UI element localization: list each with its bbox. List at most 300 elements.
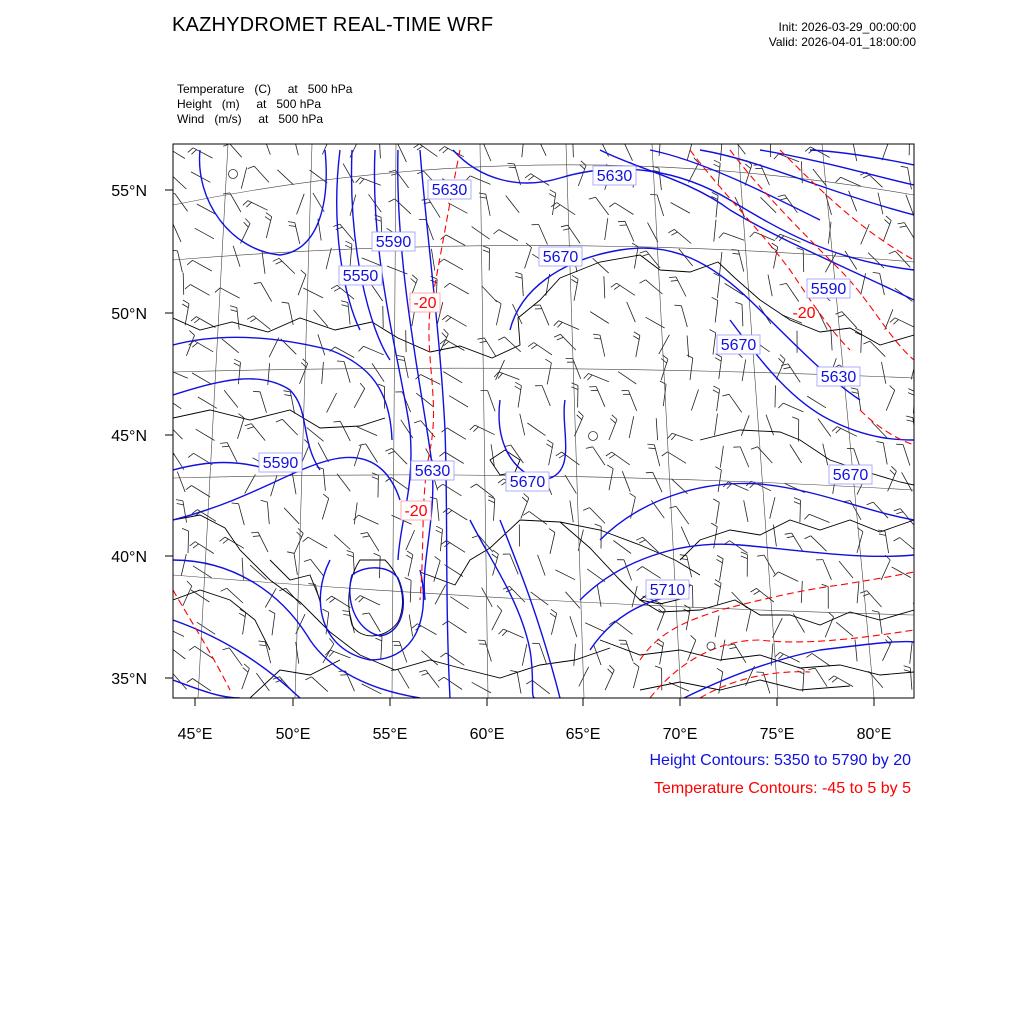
wind-barb	[445, 340, 464, 351]
wind-barb-feather	[804, 514, 809, 519]
wind-barb	[183, 273, 184, 295]
wind-barb	[340, 224, 354, 241]
wind-barb	[815, 668, 827, 687]
wind-barb-feather	[557, 337, 564, 340]
wind-barb-feather	[243, 201, 248, 206]
wind-barb	[600, 335, 605, 357]
wind-barb-feather	[526, 680, 532, 684]
wind-barb-feather	[722, 394, 729, 396]
wind-barb-feather	[498, 479, 504, 483]
wind-barb-feather	[333, 224, 340, 226]
wind-barb-feather	[528, 343, 534, 347]
field-wind: Wind (m/s) at 500 hPa	[177, 112, 324, 126]
wind-barb-feather	[583, 508, 589, 511]
svg-text:5710: 5710	[649, 582, 686, 599]
wind-barb	[224, 390, 238, 407]
wind-barb	[573, 135, 574, 157]
wind-barb-feather	[714, 584, 720, 588]
wind-barb	[310, 170, 328, 183]
wind-barb	[510, 586, 525, 602]
wind-barb-feather	[239, 613, 245, 616]
wind-barb	[783, 403, 803, 412]
wind-barb	[195, 228, 214, 239]
wind-barb-feather	[508, 163, 515, 164]
wind-barb	[810, 147, 829, 158]
wind-barb	[910, 642, 913, 664]
wind-barb-feather	[166, 673, 173, 675]
wind-barb-feather	[688, 135, 694, 139]
wind-barb	[676, 506, 689, 524]
wind-barb-feather	[606, 452, 612, 456]
wind-barb-feather	[247, 316, 253, 320]
wind-barb	[588, 374, 608, 382]
wind-barb	[193, 148, 212, 158]
wind-barb	[194, 341, 213, 352]
wind-barb-feather	[640, 251, 647, 253]
wind-barb-feather	[639, 540, 645, 543]
wind-barb	[633, 667, 639, 688]
wind-barb-feather	[187, 581, 192, 586]
wind-barb	[525, 248, 532, 269]
wind-barb-feather	[785, 533, 792, 534]
wind-barb	[419, 144, 437, 157]
wind-barb	[250, 565, 267, 580]
wind-barb	[740, 447, 749, 467]
wind-barb-feather	[182, 528, 189, 531]
wind-barb-feather	[524, 494, 529, 499]
wind-barb	[233, 246, 240, 267]
wind-barb	[251, 424, 265, 441]
wind-barb	[260, 392, 267, 413]
wind-barb-feather	[669, 506, 676, 508]
wind-barb	[566, 592, 581, 609]
wind-barb-feather	[288, 222, 295, 223]
wind-barb-feather	[671, 280, 678, 281]
wind-barb	[271, 475, 277, 496]
wind-barb	[334, 535, 350, 550]
wind-barb-feather	[780, 198, 787, 200]
wind-barb-feather	[609, 454, 615, 458]
wind-barb-feather	[594, 338, 601, 339]
wind-barb-feather	[308, 584, 315, 585]
temperature-label	[792, 305, 815, 322]
wind-barb-feather	[378, 384, 385, 387]
wind-barb	[555, 570, 575, 580]
wind-barb	[340, 421, 350, 441]
wind-barb-feather	[890, 470, 895, 475]
wind-barb	[496, 304, 501, 326]
wind-barb	[447, 428, 466, 439]
wind-barb-feather	[900, 226, 907, 227]
wind-barb-feather	[193, 544, 199, 548]
svg-text:-20: -20	[413, 295, 437, 312]
wind-barb-feather	[873, 272, 880, 273]
station-marker	[589, 432, 598, 441]
wind-barb-feather	[528, 176, 534, 180]
wind-barb-feather	[579, 165, 584, 170]
wind-barb-feather	[674, 305, 681, 306]
wind-barb-feather	[411, 279, 416, 284]
wind-barb	[360, 178, 381, 186]
height-label	[372, 232, 415, 251]
wind-barb-feather	[901, 166, 908, 167]
wind-barb-feather	[164, 174, 170, 177]
wind-barb-feather	[750, 232, 755, 237]
wind-barb	[475, 425, 495, 435]
svg-text:5550: 5550	[342, 268, 379, 285]
wind-barb-feather	[640, 280, 646, 283]
wind-barb-feather	[794, 498, 801, 501]
height-label	[339, 266, 382, 285]
wind-barb	[770, 135, 771, 157]
wind-barb	[790, 445, 802, 464]
wind-barb-feather	[191, 150, 196, 155]
wind-barb-feather	[265, 217, 271, 221]
wind-barb-feather	[578, 411, 583, 416]
svg-text:5630: 5630	[820, 369, 857, 386]
wind-barb	[676, 277, 686, 297]
wind-barb-feather	[805, 147, 810, 152]
wind-barb-feather	[668, 229, 674, 232]
wind-barb	[744, 500, 748, 522]
wind-barb	[575, 416, 584, 436]
wind-barb-feather	[492, 554, 498, 558]
wind-barb	[486, 194, 490, 216]
wind-barb	[410, 580, 411, 602]
wind-barb	[605, 670, 614, 690]
wind-barb	[360, 596, 380, 606]
wind-barb-feather	[662, 452, 668, 456]
wind-barb	[484, 338, 496, 357]
wind-barb	[766, 415, 774, 436]
wind-barb	[717, 276, 720, 298]
wind-barb	[409, 615, 412, 637]
wind-barb-feather	[346, 241, 352, 244]
wind-barb-feather	[359, 444, 366, 446]
wind-barb	[720, 252, 722, 274]
wind-barb-feather	[330, 598, 336, 602]
wind-barb-feather	[162, 646, 168, 650]
wind-barb-feather	[764, 137, 771, 139]
wind-barb-feather	[419, 670, 426, 672]
wind-barb-feather	[478, 338, 485, 339]
wind-barb-feather	[836, 177, 841, 182]
wind-barb-feather	[245, 219, 250, 224]
wind-barb	[542, 386, 550, 406]
wind-barb-feather	[284, 391, 291, 392]
wind-barb-feather	[593, 334, 600, 335]
wind-barb	[327, 393, 337, 413]
wind-barb-feather	[334, 288, 340, 292]
wind-barb	[823, 560, 832, 580]
wind-barb	[836, 622, 853, 636]
wind-barb	[654, 445, 659, 466]
wind-barb-feather	[509, 167, 516, 168]
wind-barb-feather	[886, 216, 891, 221]
wind-barb-feather	[867, 502, 874, 505]
wind-barb	[775, 385, 776, 407]
wind-barb-feather	[230, 306, 237, 308]
wind-barb-feather	[446, 317, 451, 322]
wind-barb	[758, 447, 773, 463]
wind-barb	[513, 304, 523, 324]
wind-barb	[449, 396, 468, 407]
wind-barb-feather	[177, 504, 184, 505]
wind-barb-feather	[493, 550, 499, 554]
wind-barb	[298, 275, 306, 296]
wind-barb-feather	[805, 536, 811, 539]
wind-barb	[447, 541, 466, 553]
wind-barb-feather	[276, 261, 282, 264]
wind-barb-feather	[231, 310, 238, 312]
wind-barb-feather	[713, 390, 719, 393]
wind-barb-feather	[522, 497, 527, 502]
wind-barb	[559, 321, 579, 330]
wind-barb	[687, 556, 692, 578]
station-marker	[229, 170, 238, 179]
wind-barb	[196, 317, 215, 328]
wind-barb	[448, 203, 467, 214]
wind-barb-feather	[157, 396, 163, 400]
wind-barb	[354, 503, 357, 525]
wind-barb-feather	[165, 451, 172, 453]
wind-barb	[163, 396, 181, 408]
wind-barb	[482, 286, 497, 302]
wind-barb-feather	[893, 320, 898, 325]
wind-barb	[574, 644, 576, 666]
wind-barb-feather	[495, 300, 501, 304]
wind-barb-feather	[741, 556, 748, 559]
wind-barb-feather	[751, 588, 757, 592]
wind-barb-feather	[363, 536, 370, 537]
wind-barb	[370, 283, 383, 301]
wind-barb	[823, 444, 828, 465]
wind-barb-feather	[232, 503, 239, 504]
svg-text:-20: -20	[404, 503, 428, 520]
wind-barb	[872, 422, 887, 438]
wind-barb	[446, 235, 465, 246]
longitude-axis	[195, 698, 874, 706]
wind-barb	[505, 337, 521, 352]
wind-barb	[450, 597, 468, 609]
wind-barb	[168, 646, 186, 659]
wind-barb-feather	[778, 654, 783, 659]
wind-barb	[322, 362, 324, 384]
wind-barb	[503, 629, 523, 638]
wind-barb-feather	[648, 448, 655, 449]
wind-barb	[730, 541, 748, 554]
wind-barb	[568, 225, 580, 243]
wind-barb-feather	[612, 415, 617, 420]
wind-barb	[878, 193, 883, 215]
wind-barb	[882, 362, 886, 384]
wind-barb-feather	[248, 166, 255, 169]
wind-barb-feather	[253, 536, 260, 537]
wind-barb-feather	[405, 578, 412, 581]
lon-label: 45°E	[177, 726, 213, 743]
wind-barb-feather	[221, 588, 227, 591]
temperature-contours	[173, 150, 914, 698]
wind-barb	[282, 419, 297, 435]
wind-barb	[886, 390, 895, 410]
init-time: Init: 2026-03-29_00:00:00	[778, 20, 916, 34]
wind-barb	[443, 372, 462, 383]
wind-barb	[538, 555, 546, 576]
wind-barb	[609, 469, 613, 491]
wind-barb	[818, 419, 831, 437]
wind-barb-feather	[223, 193, 230, 194]
wind-barb	[687, 336, 689, 358]
wind-barb	[776, 359, 785, 379]
wind-barb-feather	[360, 383, 365, 388]
wind-barb-feather	[550, 613, 556, 617]
wind-barb-feather	[822, 584, 829, 586]
wind-barb-feather	[572, 383, 579, 386]
wind-barb	[624, 560, 632, 581]
wind-barb-feather	[440, 653, 446, 657]
wind-barb-feather	[660, 381, 666, 384]
wind-barb	[537, 136, 546, 156]
wind-barb	[192, 486, 211, 498]
wind-barb	[690, 358, 693, 380]
wind-barb	[241, 167, 246, 188]
wind-barb-feather	[634, 332, 640, 336]
wind-barb-feather	[215, 288, 220, 293]
wind-barb	[803, 250, 804, 272]
wind-barb-feather	[183, 300, 189, 304]
wind-barb	[499, 372, 520, 380]
wind-barb-feather	[778, 358, 783, 363]
wind-barb	[661, 359, 668, 380]
wind-barb-feather	[329, 652, 334, 657]
wind-barb-feather	[904, 670, 911, 672]
wind-barb	[715, 301, 718, 323]
svg-text:5590: 5590	[375, 234, 412, 251]
wind-barb	[585, 623, 605, 632]
wind-barb-feather	[326, 129, 331, 134]
wind-barb	[895, 251, 910, 267]
wind-barb-feather	[647, 444, 654, 445]
wind-barb-feather	[616, 141, 623, 142]
wind-barb-feather	[917, 612, 923, 616]
wind-barb-feather	[828, 612, 833, 617]
wind-barb	[472, 227, 490, 240]
wind-barb	[186, 335, 194, 356]
wind-barb-feather	[356, 178, 361, 183]
wind-barb-feather	[220, 537, 226, 541]
wind-barb	[634, 247, 638, 269]
wind-barb-feather	[297, 532, 302, 537]
wind-barb	[426, 670, 439, 688]
wind-barb	[845, 251, 857, 270]
wind-barb-feather	[269, 610, 275, 613]
wind-barb	[659, 335, 670, 354]
wind-barb	[818, 310, 828, 330]
wind-barb-feather	[572, 276, 578, 280]
wind-barb-feather	[735, 302, 742, 304]
wind-barb	[362, 258, 382, 266]
wind-barb	[284, 508, 299, 524]
wind-barb-feather	[730, 647, 737, 648]
wind-barb	[659, 168, 662, 190]
wind-barb-feather	[774, 154, 779, 159]
height-label	[593, 166, 636, 185]
wind-barb-feather	[412, 624, 417, 629]
wind-barb-feather	[389, 170, 396, 172]
wind-barb	[714, 527, 718, 549]
wind-barb-feather	[609, 665, 614, 670]
wind-barb-feather	[276, 419, 282, 422]
wind-barb-feather	[554, 334, 560, 337]
wind-barb-feather	[372, 477, 379, 480]
wind-barb-feather	[375, 638, 381, 641]
wind-barb	[720, 446, 723, 468]
wind-barb-feather	[284, 395, 291, 396]
wind-barb-feather	[887, 636, 892, 641]
wind-barb-feather	[243, 668, 248, 673]
wind-barb-feather	[435, 556, 441, 560]
wind-barb	[593, 447, 605, 465]
wind-barb	[294, 553, 297, 575]
wind-barb-feather	[488, 500, 494, 503]
wind-barb-feather	[246, 202, 251, 207]
wind-barb-feather	[546, 444, 552, 448]
wind-barb	[716, 502, 719, 524]
wind-barb	[625, 221, 634, 241]
wind-barb	[855, 640, 857, 662]
height-label	[717, 335, 760, 354]
wind-barb	[337, 474, 350, 492]
wind-barb	[300, 364, 308, 384]
wind-barb-feather	[286, 133, 293, 134]
wind-barb-feather	[347, 551, 354, 553]
lon-label: 65°E	[565, 726, 601, 743]
wind-barb	[323, 469, 325, 491]
wind-barb	[629, 391, 637, 411]
wind-barb	[902, 472, 913, 491]
wind-barb	[237, 308, 239, 330]
wind-barb-feather	[531, 345, 537, 349]
wind-barb	[322, 498, 328, 519]
wind-barb	[398, 669, 409, 688]
wind-barb-feather	[326, 596, 332, 600]
height-label	[817, 367, 860, 386]
wind-barb	[605, 218, 608, 240]
wind-barb-feather	[176, 500, 183, 501]
wind-barb	[248, 201, 268, 211]
wind-barb-feather	[778, 195, 785, 197]
lon-label: 60°E	[469, 726, 505, 743]
wind-barb-feather	[355, 596, 360, 601]
wind-barb-feather	[374, 553, 381, 556]
wind-barb	[492, 611, 502, 631]
wind-barb	[849, 191, 857, 212]
wind-barb-feather	[778, 403, 783, 408]
wind-barb-feather	[775, 652, 780, 657]
wind-barb-feather	[549, 529, 555, 533]
wind-barb-feather	[182, 304, 188, 308]
wind-barb	[363, 346, 383, 355]
wind-barb	[517, 672, 521, 694]
wind-barb-feather	[261, 500, 268, 502]
svg-text:5670: 5670	[542, 249, 579, 266]
wind-barb	[262, 252, 265, 274]
wind-barb	[177, 472, 185, 493]
wind-barb-feather	[298, 528, 303, 533]
wind-barb-feather	[163, 370, 168, 375]
svg-text:5630: 5630	[596, 168, 633, 185]
height-label	[411, 461, 454, 480]
